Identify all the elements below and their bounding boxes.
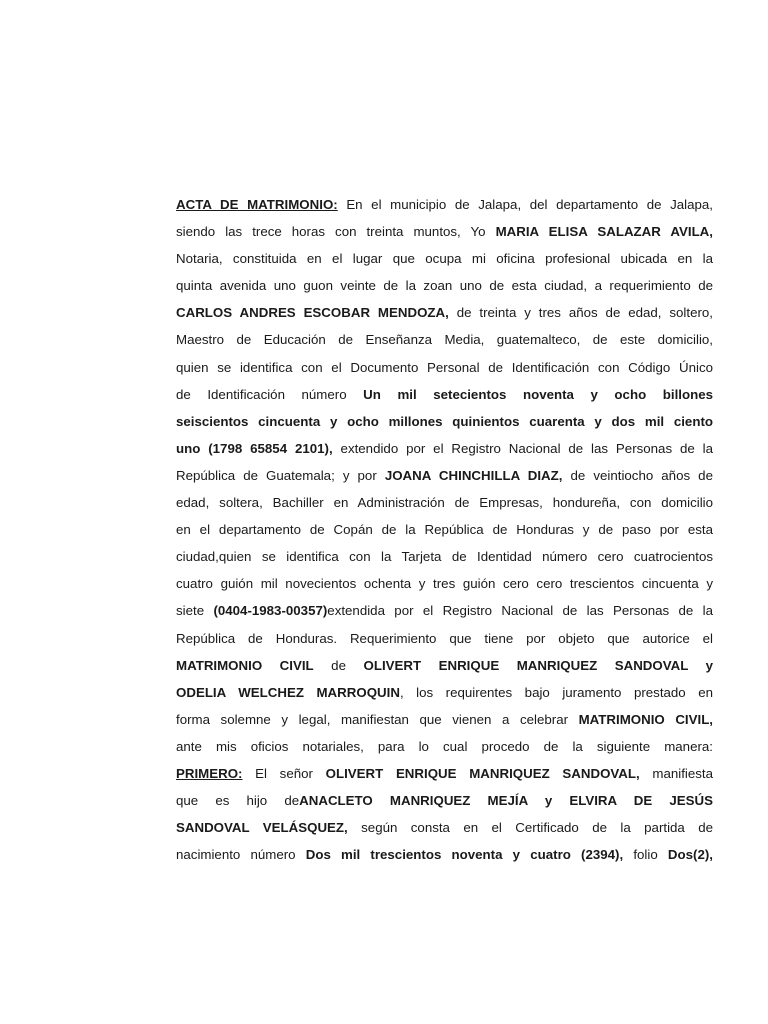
text-line <box>176 489 713 516</box>
text-segment: CARLOS ANDRES ESCOBAR MENDOZA, <box>176 305 449 321</box>
text-segment: seiscientos cincuenta y ocho millones quinientos cuarenta y dos mil ciento <box>176 413 713 429</box>
text-segment: SANDOVAL VELÁSQUEZ, <box>176 820 348 836</box>
text-line <box>176 733 713 760</box>
text-segment: Maestro de Educación de Enseñanza Media, guatemalteco, de este domicilio, <box>176 332 713 348</box>
text-line <box>176 652 713 679</box>
text-segment: nacimiento número <box>176 847 306 863</box>
text-segment: ciudad,quien se identifica con la Tarjeta de Identidad número cero cuatrocientos <box>176 549 713 565</box>
text-segment: extendido por el Registro Nacional de las Personas de la <box>332 440 713 456</box>
text-line <box>176 570 713 597</box>
text-segment: siete <box>176 603 214 619</box>
text-segment: siendo las trece horas con treinta muntos, Yo <box>176 224 496 240</box>
text-line <box>176 245 713 272</box>
text-line <box>176 218 713 245</box>
text-line <box>176 435 713 462</box>
text-segment: de <box>313 657 364 673</box>
text-segment: que es hijo de <box>176 793 300 809</box>
marriage-certificate-text <box>176 191 713 868</box>
text-segment: PRIMERO: <box>176 765 243 781</box>
text-line <box>176 326 713 353</box>
text-line <box>176 299 713 326</box>
text-segment: En el municipio de Jalapa, del departamento de Jalapa, <box>337 197 713 212</box>
text-segment: MATRIMONIO CIVIL, <box>578 711 714 727</box>
text-line <box>176 272 713 299</box>
text-segment: extendida por el Registro Nacional de las Personas de la <box>327 603 713 619</box>
text-segment: ante mis oficios notariales, para lo cual procedo de la siguiente manera: <box>176 738 713 754</box>
text-segment: OLIVERT ENRIQUE MANRIQUEZ SANDOVAL y <box>363 657 714 673</box>
text-line <box>176 191 713 218</box>
text-segment: ACTA DE MATRIMONIO: <box>176 197 338 212</box>
text-line <box>176 381 713 408</box>
text-line <box>176 814 713 841</box>
text-segment: Dos mil trescientos noventa y cuatro (2394), <box>305 847 624 863</box>
text-segment: ANACLETO MANRIQUEZ MEJÍA y ELVIRA DE JESÚS <box>299 793 713 809</box>
text-segment: manifiesta <box>639 765 714 781</box>
text-segment: en el departamento de Copán de la República de Honduras y de paso por esta <box>176 522 713 538</box>
text-line <box>176 516 713 543</box>
text-segment: edad, soltera, Bachiller en Administración de Empresas, hondureña, con domicilio <box>176 495 713 511</box>
text-segment: JOANA CHINCHILLA DIAZ, <box>384 467 563 483</box>
text-segment: República de Guatemala; y por <box>176 467 385 483</box>
text-segment: de Identificación número <box>176 386 364 402</box>
text-segment: forma solemne y legal, manifiestan que vienen a celebrar <box>176 711 579 727</box>
text-line <box>176 706 713 733</box>
text-segment: , los requirentes bajo juramento prestado en <box>399 684 713 700</box>
text-segment: uno (1798 65854 2101), <box>176 440 333 456</box>
text-segment: Un mil setecientos noventa y ocho billones <box>363 386 713 402</box>
text-segment: MARIA ELISA SALAZAR AVILA, <box>495 224 713 240</box>
text-segment: según consta en el Certificado de la partida de <box>347 820 714 836</box>
text-segment: El señor <box>242 765 326 781</box>
text-segment: OLIVERT ENRIQUE MANRIQUEZ SANDOVAL, <box>325 765 640 781</box>
text-line <box>176 679 713 706</box>
text-segment: quien se identifica con el Documento Personal de Identificación con Código Único <box>176 359 713 375</box>
text-line <box>176 408 713 435</box>
text-line <box>176 625 713 652</box>
text-line <box>176 462 713 489</box>
text-segment: de treinta y tres años de edad, soltero, <box>448 305 713 321</box>
text-segment: República de Honduras. Requerimiento que tiene por objeto que autorice el <box>176 630 713 646</box>
text-segment: de veintiocho años de <box>562 467 713 483</box>
text-line <box>176 354 713 381</box>
text-segment: cuatro guión mil novecientos ochenta y tres guión cero cero trescientos cincuenta y <box>176 576 713 592</box>
text-segment: MATRIMONIO CIVIL <box>176 657 314 673</box>
text-segment: folio <box>623 847 668 863</box>
text-segment: quinta avenida uno guon veinte de la zoan uno de esta ciudad, a requerimiento de <box>176 278 713 294</box>
text-line <box>176 841 713 868</box>
text-segment: (0404-1983-00357) <box>213 603 328 619</box>
text-line <box>176 543 713 570</box>
text-segment: Dos(2), <box>667 847 713 863</box>
text-line <box>176 597 713 624</box>
text-line <box>176 760 713 787</box>
text-segment: ODELIA WELCHEZ MARROQUIN <box>176 684 400 700</box>
text-segment: Notaria, constituida en el lugar que ocupa mi oficina profesional ubicada en la <box>176 251 713 267</box>
text-line <box>176 787 713 814</box>
